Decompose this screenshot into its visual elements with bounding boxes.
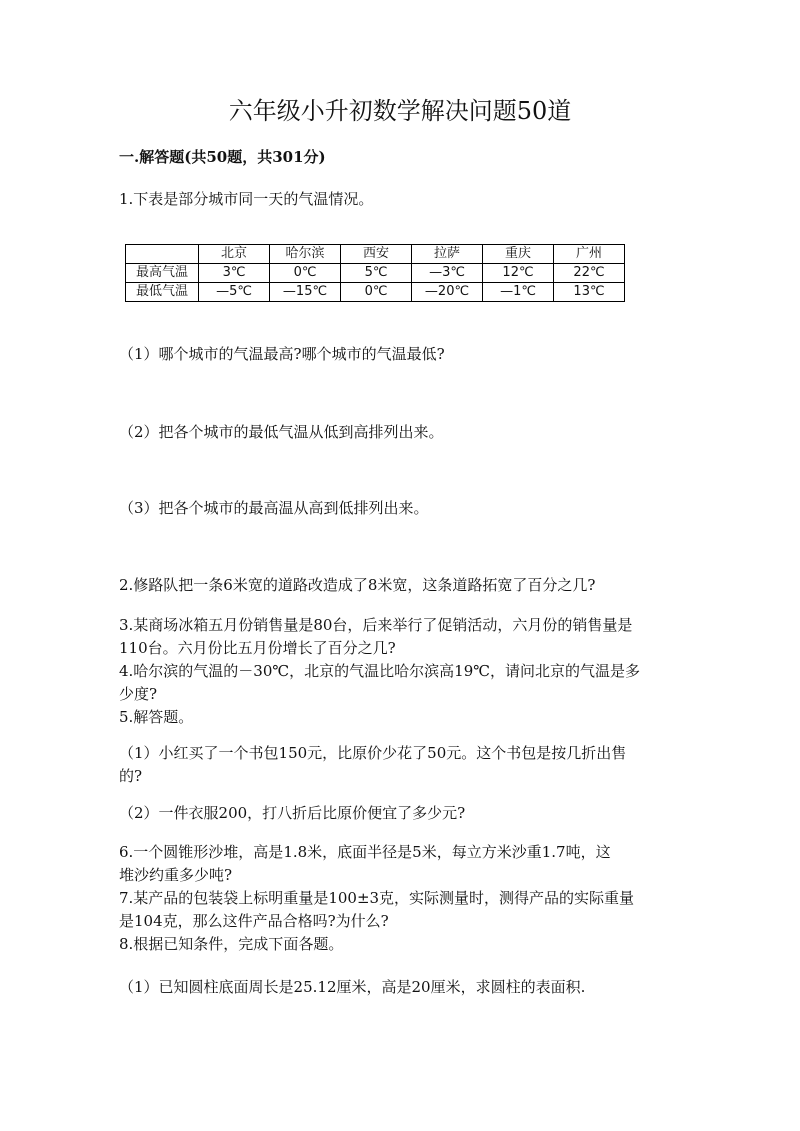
temperature-cell: —3℃ [412, 264, 483, 283]
temperature-cell: —15℃ [270, 283, 341, 302]
question-3-line-1: 3.某商场冰箱五月份销售量是80台，后来举行了促销活动，六月份的销售量是 [119, 616, 633, 634]
city-header: 拉萨 [412, 245, 483, 264]
question-6-line-2: 堆沙约重多少吨? [119, 866, 233, 884]
temperature-cell: —1℃ [483, 283, 554, 302]
question-5-sub-1-line-2: 的? [119, 767, 143, 785]
question-1-sub-2: （2）把各个城市的最低气温从低到高排列出来。 [119, 423, 444, 441]
temperature-cell: 12℃ [483, 264, 554, 283]
temperature-cell: 0℃ [270, 264, 341, 283]
question-2: 2.修路队把一条6米宽的道路改造成了8米宽，这条道路拓宽了百分之几? [119, 576, 596, 594]
temperature-cell: 5℃ [341, 264, 412, 283]
question-6-line-1: 6.一个圆锥形沙堆，高是1.8米，底面半径是5米，每立方米沙重1.7吨，这 [119, 843, 611, 861]
question-3-line-2: 110台。六月份比五月份增长了百分之几? [119, 639, 396, 657]
temperature-cell: 3℃ [199, 264, 270, 283]
page-title: 六年级小升初数学解决问题50道 [228, 97, 572, 125]
question-1-intro: 1.下表是部分城市同一天的气温情况。 [119, 190, 374, 208]
table-row [126, 283, 625, 302]
question-8-intro: 8.根据已知条件，完成下面各题。 [119, 935, 344, 953]
city-header: 西安 [341, 245, 412, 264]
table-row [126, 264, 625, 283]
row-label: 最高气温 [126, 264, 199, 283]
question-1-sub-1: （1）哪个城市的气温最高?哪个城市的气温最低? [119, 345, 445, 363]
temperature-table [125, 244, 625, 302]
question-4-line-1: 4.哈尔滨的气温的－30℃，北京的气温比哈尔滨高19℃，请问北京的气温是多 [119, 662, 641, 680]
city-header: 重庆 [483, 245, 554, 264]
question-8-sub-1: （1）已知圆柱底面周长是25.12厘米，高是20厘米，求圆柱的表面积. [119, 978, 586, 996]
temperature-cell: —20℃ [412, 283, 483, 302]
question-5-intro: 5.解答题。 [119, 708, 194, 726]
section-heading: 一.解答题(共50题，共301分) [119, 148, 326, 166]
temperature-cell: 22℃ [554, 264, 625, 283]
question-1-sub-3: （3）把各个城市的最高温从高到低排列出来。 [119, 499, 429, 517]
row-label: 最低气温 [126, 283, 199, 302]
temperature-cell: 0℃ [341, 283, 412, 302]
city-header: 广州 [554, 245, 625, 264]
temperature-cell: —5℃ [199, 283, 270, 302]
table-header-row [126, 245, 625, 264]
table-corner-cell [126, 245, 199, 264]
question-7-line-2: 是104克，那么这件产品合格吗?为什么? [119, 912, 389, 930]
temperature-cell: 13℃ [554, 283, 625, 302]
city-header: 哈尔滨 [270, 245, 341, 264]
question-5-sub-1-line-1: （1）小红买了一个书包150元，比原价少花了50元。这个书包是按几折出售 [119, 744, 627, 762]
city-header: 北京 [199, 245, 270, 264]
question-4-line-2: 少度? [119, 685, 158, 703]
question-7-line-1: 7.某产品的包装袋上标明重量是100±3克，实际测量时，测得产品的实际重量 [119, 889, 635, 907]
question-5-sub-2: （2）一件衣服200，打八折后比原价便宜了多少元? [119, 804, 466, 822]
